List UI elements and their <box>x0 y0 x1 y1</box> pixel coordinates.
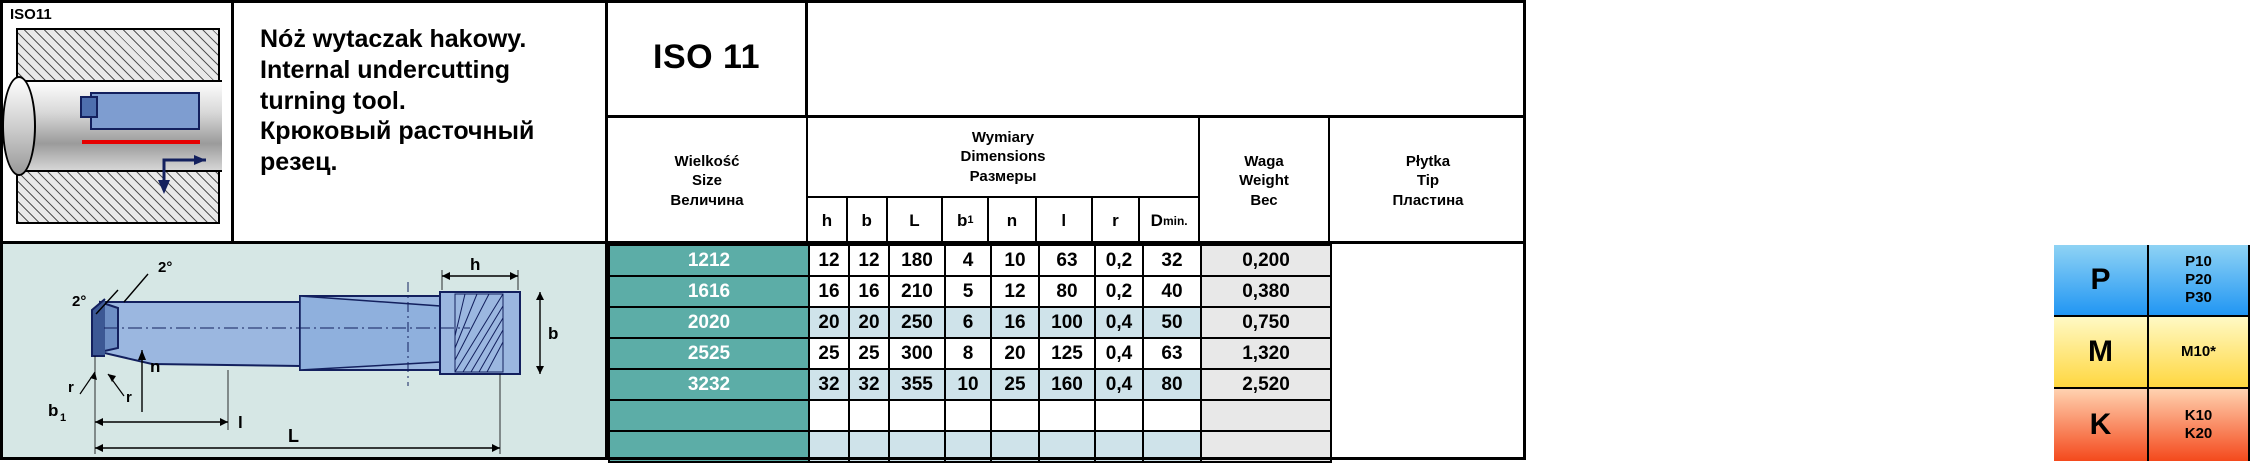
header-dims-en: Dimensions <box>960 148 1046 166</box>
cell-r <box>1095 400 1143 431</box>
header-weight-pl: Waga <box>1244 152 1284 170</box>
svg-text:1: 1 <box>60 412 67 424</box>
cell-L: 180 <box>889 245 945 276</box>
header-size-pl: Wielkość <box>674 153 740 171</box>
header-plate-pl: Płytka <box>1405 152 1451 170</box>
cell-l <box>1039 431 1095 462</box>
header-size-en: Size <box>691 172 722 190</box>
cell-h <box>809 431 849 462</box>
cell-b: 32 <box>849 369 889 400</box>
plate-code-p10: P10 <box>2185 253 2212 271</box>
header-weight-en: Weight <box>1239 172 1289 190</box>
plate-code-k20: K20 <box>2184 425 2213 442</box>
plate-letter-m: M <box>2054 317 2149 389</box>
tool-shank <box>90 92 200 130</box>
cell-h <box>809 400 849 431</box>
specification-table <box>608 244 2217 460</box>
header-dimensions-title <box>808 118 1198 198</box>
plate-letter-p: P <box>2054 245 2149 317</box>
plate-group-k[interactable] <box>2054 389 2248 461</box>
plate-codes-m <box>2149 317 2248 389</box>
header-col-b1: b 1 <box>943 198 989 244</box>
title-line-en-1: Internal undercutting <box>260 55 510 84</box>
header-dims-pl: Wymiary <box>971 128 1035 146</box>
cell-l: 63 <box>1039 245 1095 276</box>
cell-r <box>1095 431 1143 462</box>
iso11-illustration-box <box>0 0 234 244</box>
cell-b <box>849 431 889 462</box>
cell-n: 10 <box>991 245 1039 276</box>
tool-dimension-drawing <box>0 244 608 460</box>
cell-b1: 5 <box>945 276 991 307</box>
cell-r: 0,4 <box>1095 338 1143 369</box>
cell-b1: 10 <box>945 369 991 400</box>
cell-weight: 0,200 <box>1201 245 1331 276</box>
svg-text:r: r <box>126 389 132 406</box>
cell-r: 0,2 <box>1095 245 1143 276</box>
cell-r: 0,4 <box>1095 369 1143 400</box>
plate-group-p[interactable] <box>2054 245 2248 317</box>
svg-text:2°: 2° <box>158 259 173 276</box>
title-line-en-2: turning tool. <box>260 86 406 115</box>
plate-code-p30: P30 <box>2185 288 2212 306</box>
cell-h: 20 <box>809 307 849 338</box>
cell-b1: 4 <box>945 245 991 276</box>
cell-n: 12 <box>991 276 1039 307</box>
cell-b: 12 <box>849 245 889 276</box>
cell-weight: 1,320 <box>1201 338 1331 369</box>
header-blank-area <box>808 0 1526 118</box>
cell-size: 3232 <box>609 369 809 400</box>
cell-size: 2525 <box>609 338 809 369</box>
cell-l: 125 <box>1039 338 1095 369</box>
plate-codes-p <box>2149 245 2248 317</box>
title-line-pl-1: Nóż wytaczak hakowy. <box>260 25 527 53</box>
svg-text:b: b <box>48 401 59 420</box>
plate-letter-k: K <box>2054 389 2149 461</box>
header-col-r: r <box>1093 198 1141 244</box>
workpiece-bore-end <box>2 76 36 176</box>
cell-L: 210 <box>889 276 945 307</box>
cell-size: 1616 <box>609 276 809 307</box>
svg-text:L: L <box>288 426 299 446</box>
cell-b: 20 <box>849 307 889 338</box>
cell-n: 25 <box>991 369 1039 400</box>
cell-D: 80 <box>1143 369 1201 400</box>
header-col-L: L <box>888 198 944 244</box>
iso11-label: ISO11 <box>10 6 52 23</box>
cell-b <box>849 400 889 431</box>
header-weight-cell <box>1200 118 1330 244</box>
feed-direction-arrow-icon <box>154 152 210 194</box>
table-row[interactable] <box>609 245 1527 276</box>
cell-L <box>889 400 945 431</box>
cell-size <box>609 431 809 462</box>
cell-b1 <box>945 431 991 462</box>
cell-l: 100 <box>1039 307 1095 338</box>
cell-D: 32 <box>1143 245 1201 276</box>
plate-code-k10: K10 <box>2184 407 2213 425</box>
header-dimension-columns <box>808 198 1198 244</box>
header-col-b: b <box>848 198 888 244</box>
iso-standard-label: ISO 11 <box>653 38 760 76</box>
bore-section-illustration <box>16 28 220 224</box>
cut-line <box>82 140 200 144</box>
cell-l: 160 <box>1039 369 1095 400</box>
plate-codes-k <box>2149 389 2248 461</box>
cell-size: 2020 <box>609 307 809 338</box>
cell-h: 16 <box>809 276 849 307</box>
iso-standard-cell <box>608 0 808 118</box>
cell-b: 16 <box>849 276 889 307</box>
header-plate-en: Tip <box>1416 172 1440 190</box>
cell-weight: 0,750 <box>1201 307 1331 338</box>
cell-weight: 2,520 <box>1201 369 1331 400</box>
header-plate-ru: Пластина <box>1392 191 1464 209</box>
cell-b1: 6 <box>945 307 991 338</box>
tool-tip <box>80 96 98 118</box>
cell-h: 32 <box>809 369 849 400</box>
cell-n: 20 <box>991 338 1039 369</box>
cell-L <box>889 431 945 462</box>
plate-group-m[interactable] <box>2054 317 2248 389</box>
plate-grade-block <box>2054 245 2250 461</box>
svg-text:r: r <box>68 379 74 396</box>
header-col-h: h <box>808 198 848 244</box>
svg-text:h: h <box>470 255 481 274</box>
header-plate-cell <box>1330 118 1526 244</box>
cell-n <box>991 431 1039 462</box>
title-line-ru-1: Крюковый расточный <box>260 117 535 146</box>
header-size-cell <box>608 118 808 244</box>
header-dims-ru: Размеры <box>969 167 1037 185</box>
cell-weight <box>1201 431 1331 462</box>
header-col-n: n <box>989 198 1037 244</box>
plate-code-m10: M10* <box>2181 343 2217 361</box>
plate-grade-column <box>1331 245 2217 462</box>
cell-size <box>609 400 809 431</box>
header-size-ru: Величина <box>670 191 744 209</box>
plate-code-p20: P20 <box>2185 271 2212 289</box>
cell-b: 25 <box>849 338 889 369</box>
cell-D: 40 <box>1143 276 1201 307</box>
cell-n <box>991 400 1039 431</box>
svg-text:2°: 2° <box>72 293 87 310</box>
cell-L: 300 <box>889 338 945 369</box>
cell-l <box>1039 400 1095 431</box>
cell-r: 0,4 <box>1095 307 1143 338</box>
cell-weight <box>1201 400 1331 431</box>
cell-D <box>1143 400 1201 431</box>
cell-h: 25 <box>809 338 849 369</box>
svg-text:l: l <box>238 413 243 432</box>
cell-weight: 0,380 <box>1201 276 1331 307</box>
cell-h: 12 <box>809 245 849 276</box>
svg-text:n: n <box>150 357 161 376</box>
cell-r: 0,2 <box>1095 276 1143 307</box>
header-col-l: l <box>1037 198 1093 244</box>
cell-D: 50 <box>1143 307 1201 338</box>
cell-L: 355 <box>889 369 945 400</box>
specification-rows <box>608 244 2217 463</box>
cell-D: 63 <box>1143 338 1201 369</box>
cell-l: 80 <box>1039 276 1095 307</box>
tool-title-block <box>234 0 608 244</box>
cell-b1 <box>945 400 991 431</box>
header-weight-ru: Вес <box>1250 191 1278 209</box>
cell-b1: 8 <box>945 338 991 369</box>
header-dimensions-cell <box>808 118 1200 244</box>
svg-text:b: b <box>548 324 559 343</box>
cell-L: 250 <box>889 307 945 338</box>
title-line-ru-2: резец. <box>260 148 338 176</box>
technical-drawing <box>0 244 608 460</box>
cell-size: 1212 <box>609 245 809 276</box>
cell-D <box>1143 431 1201 462</box>
table-header <box>608 118 1526 244</box>
header-col-D: D min. <box>1150 211 1188 231</box>
cell-n: 16 <box>991 307 1039 338</box>
